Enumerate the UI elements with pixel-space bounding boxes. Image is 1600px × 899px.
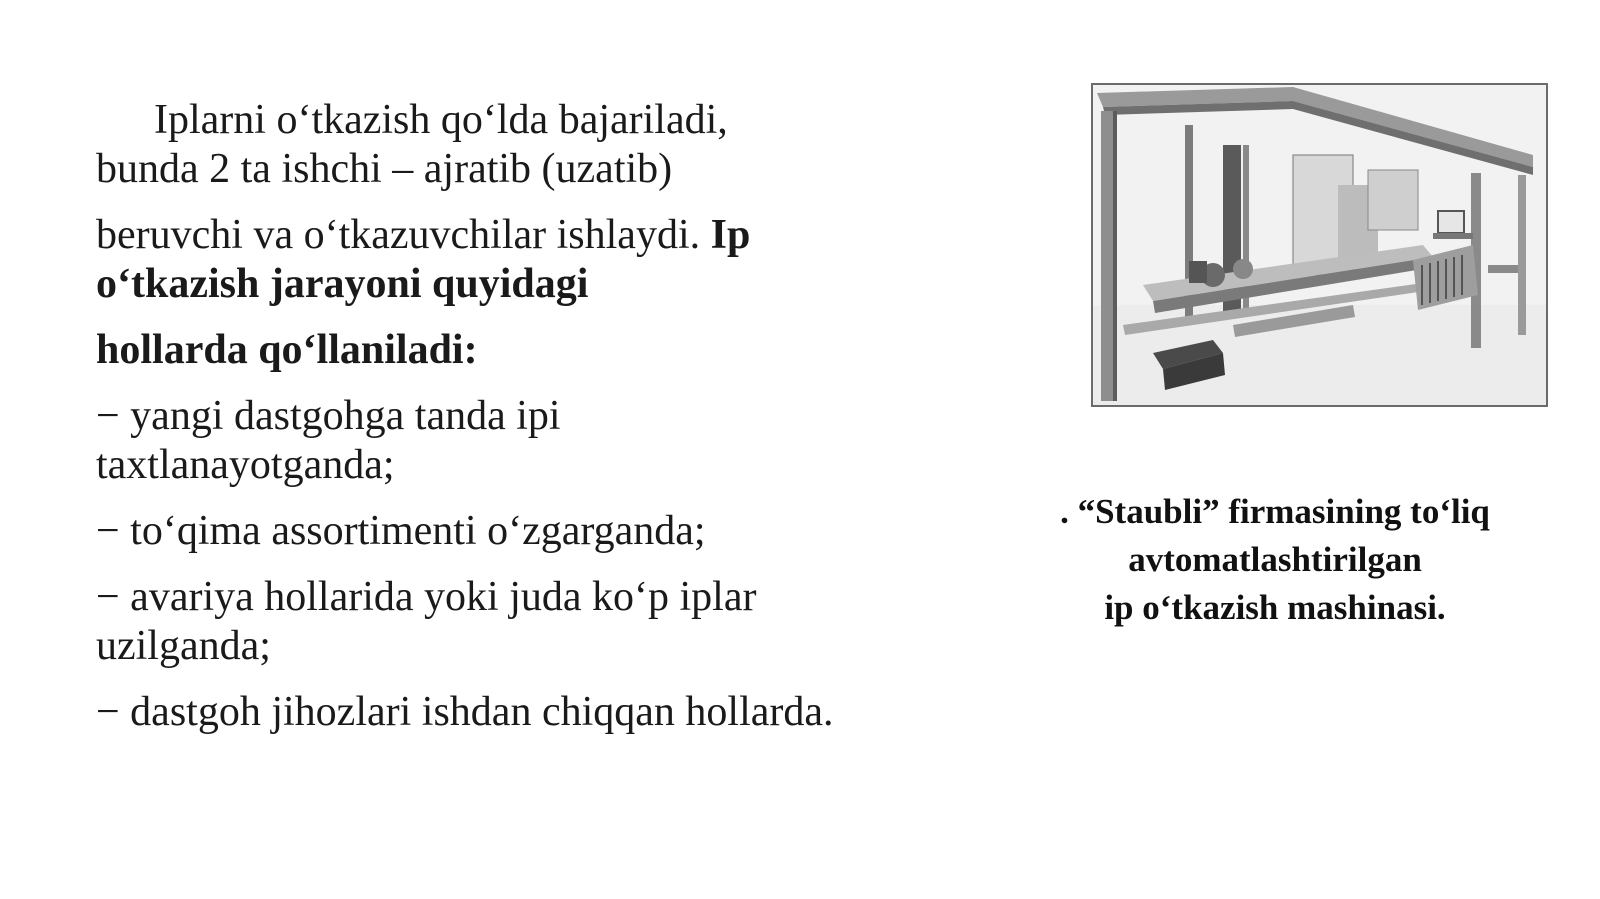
list-item: − dastgoh jihozlari ishdan chiqqan hollarda. bbox=[96, 689, 834, 735]
workers-paragraph bbox=[96, 211, 856, 309]
caption-line-1: . “Staubli” firmasining to‘liq bbox=[1060, 492, 1490, 531]
intro-line-2: bunda 2 ta ishchi – ajratib (uzatib) bbox=[96, 146, 673, 192]
workers-text: beruvchi va o‘tkazuvchilar ishlaydi. bbox=[96, 212, 711, 258]
process-heading-part-1: Ip o‘tkazish jarayoni quyidagi bbox=[96, 212, 751, 307]
caption-line-2: avtomatlashtirilgan bbox=[1128, 540, 1422, 579]
intro-line-1: Iplarni o‘tkazish qo‘lda bajariladi, bbox=[154, 97, 728, 143]
machine-photo bbox=[1091, 83, 1548, 407]
list-item: − to‘qima assortimenti o‘zgarganda; bbox=[96, 508, 706, 554]
main-text bbox=[96, 96, 856, 754]
figure-caption bbox=[1010, 488, 1540, 632]
threading-machine-illustration bbox=[1093, 85, 1546, 405]
list-item: − yangi dastgohga tanda ipi taxtlanayotganda; bbox=[96, 393, 561, 488]
intro-paragraph bbox=[96, 96, 856, 194]
process-heading-part-2: hollarda qo‘llaniladi: bbox=[96, 327, 478, 373]
caption-line-3: ip o‘tkazish mashinasi. bbox=[1104, 588, 1446, 627]
list-item: − avariya hollarida yoki juda ko‘p iplar uzilganda; bbox=[96, 574, 757, 669]
